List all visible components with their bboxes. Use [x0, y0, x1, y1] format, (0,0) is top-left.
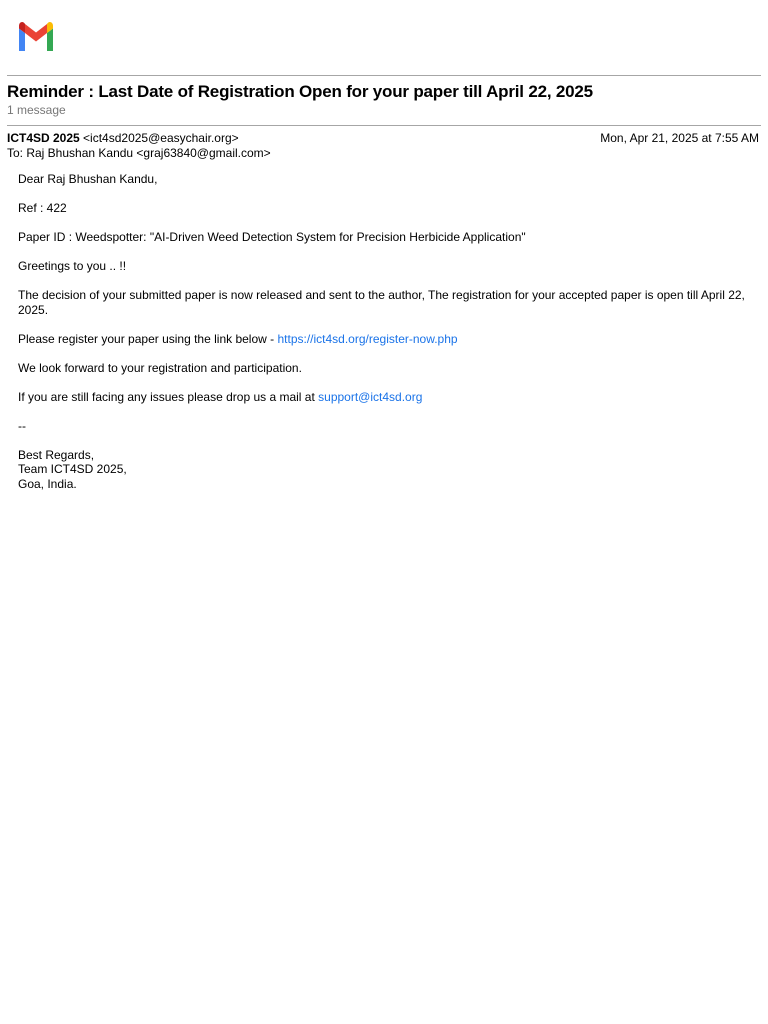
header-divider — [7, 75, 761, 76]
signature-block — [18, 448, 746, 492]
register-link[interactable]: https://ict4sd.org/register-now.php — [277, 331, 458, 346]
register-text: Please register your paper using the link below - — [18, 331, 278, 346]
location: Goa, India. — [18, 476, 77, 491]
paper-id-line: Paper ID : Weedspotter: "AI-Driven Weed Detection System for Precision Herbicide Application" — [18, 230, 526, 244]
decision-paragraph: The decision of your submitted paper is now released and sent to the author, The registration for your accepted paper is open till April 22, 2025. — [18, 288, 745, 317]
support-text: If you are still facing any issues please drop us a mail at — [18, 389, 319, 404]
look-forward-line: We look forward to your registration and participation. — [18, 360, 302, 375]
register-paragraph — [18, 332, 746, 347]
gmail-logo-icon — [16, 20, 56, 52]
sender-name: ICT4SD 2025 — [7, 131, 80, 145]
email-date: Mon, Apr 21, 2025 at 7:55 AM — [600, 131, 759, 145]
greetings-line: Greetings to you .. !! — [18, 259, 127, 273]
support-email-link[interactable]: support@ict4sd.org — [318, 389, 423, 404]
sender-address: <ict4sd2025@easychair.org> — [83, 131, 239, 145]
email-subject: Reminder : Last Date of Registration Open for your paper till April 22, 2025 — [7, 82, 593, 101]
support-paragraph — [18, 390, 746, 405]
greeting: Dear Raj Bhushan Kandu, — [18, 172, 158, 186]
team-name: Team ICT4SD 2025, — [18, 462, 127, 476]
recipient-line: To: Raj Bhushan Kandu <graj63840@gmail.com> — [7, 146, 271, 160]
signature-separator: -- — [18, 418, 26, 433]
sender-line — [7, 131, 239, 145]
reference-line: Ref : 422 — [18, 201, 67, 215]
email-body — [18, 172, 746, 491]
subject-divider — [7, 125, 761, 126]
signoff: Best Regards, — [18, 447, 95, 462]
message-count: 1 message — [7, 103, 66, 117]
